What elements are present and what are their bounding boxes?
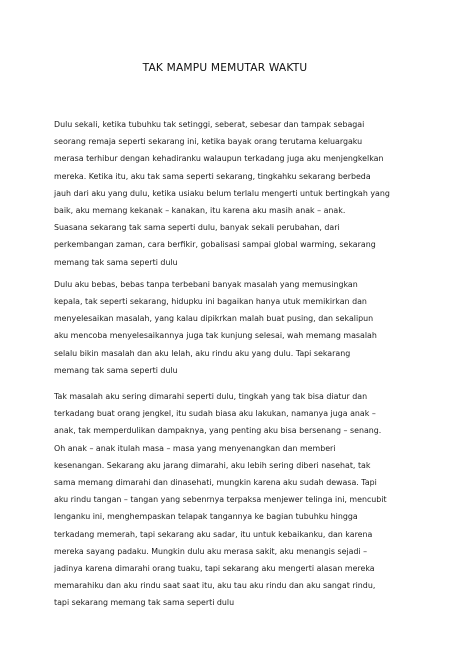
document-body	[54, 116, 404, 612]
text-line: anak, tak memperdulikan dampaknya, yang penting aku bisa bersenang – senang.	[54, 426, 382, 436]
text-line: jauh dari aku yang dulu, ketika usiaku belum terlalu mengerti untuk bertingkah yang	[54, 188, 390, 198]
text-line: tapi sekarang memang tak sama seperti dulu	[54, 598, 235, 608]
text-line: aku rindu tangan – tangan yang sebenrnya terpaksa menjewer telinga ini, mencubit	[54, 495, 387, 505]
text-line: seorang remaja seperti sekarang ini, ketika bayak orang terutama keluargaku	[54, 137, 363, 147]
text-line: lenganku ini, menghempaskan telapak tangannya ke bagian tubuhku hingga	[54, 512, 358, 522]
text-line: baik, aku memang kekanak – kanakan, itu karena aku masih anak – anak.	[54, 206, 346, 216]
text-line: sama memang dimarahi dan dinasehati, mungkin karena aku sudah dewasa. Tapi	[54, 478, 377, 488]
text-line: Tak masalah aku sering dimarahi seperti dulu, tingkah yang tak bisa diatur dan	[54, 392, 368, 402]
text-line: terkadang memerah, tapi sekarang aku sadar, itu untuk kebaikanku, dan karena	[54, 529, 373, 539]
paragraph-1	[54, 116, 404, 271]
text-line: mereka sayang padaku. Mungkin dulu aku merasa sakit, aku menangis sejadi –	[54, 546, 368, 556]
text-line: jadinya karena dimarahi orang tuaku, tapi sekarang aku mengerti alasan mereka	[54, 564, 375, 574]
text-line: Oh anak – anak itulah masa – masa yang menyenangkan dan memberi	[54, 443, 336, 453]
paragraph-3	[54, 388, 404, 612]
text-line: Dulu sekali, ketika tubuhku tak setinggi, seberat, sebesar dan tampak sebagai	[54, 120, 365, 129]
paragraph-2	[54, 276, 404, 379]
document-title: TAK MAMPU MEMUTAR WAKTU	[142, 62, 308, 74]
text-line: Suasana sekarang tak sama seperti dulu, banyak sekali perubahan, dari	[54, 223, 340, 233]
text-line: aku mencoba menyelesaikannya juga tak kunjung selesai, wah memang masalah	[54, 331, 377, 341]
text-line: Dulu aku bebas, bebas tanpa terbebani banyak masalah yang memusingkan	[54, 279, 358, 289]
text-line: kesenangan. Sekarang aku jarang dimarahi, aku lebih sering diberi nasehat, tak	[54, 460, 371, 470]
text-line: mereka. Ketika itu, aku tak sama seperti sekarang, tingkahku sekarang berbeda	[54, 171, 371, 181]
text-line: menyelesaikan masalah, yang kalau dipikrkan malah buat pusing, dan sekalipun	[54, 314, 374, 324]
text-line: terkadang buat orang jengkel, itu sudah biasa aku lakukan, namanya juga anak –	[54, 409, 376, 419]
text-line: selalu bikin masalah dan aku lelah, aku rindu aku yang dulu. Tapi sekarang	[54, 348, 351, 358]
text-line: memang tak sama seperti dulu	[54, 365, 178, 375]
text-line: memarahiku dan aku rindu saat saat itu, aku tau aku rindu dan aku sangat rindu,	[54, 581, 376, 591]
text-line: kepala, tak seperti sekarang, hidupku ini bagaikan hanya utuk memikirkan dan	[54, 297, 367, 307]
text-line: memang tak sama seperti dulu	[54, 257, 178, 267]
text-line: perkembangan zaman, cara berfikir, gobalisasi sampai global warming, sekarang	[54, 240, 376, 250]
text-line: merasa terhibur dengan kehadiranku walaupun terkadang juga aku menjengkelkan	[54, 154, 384, 164]
